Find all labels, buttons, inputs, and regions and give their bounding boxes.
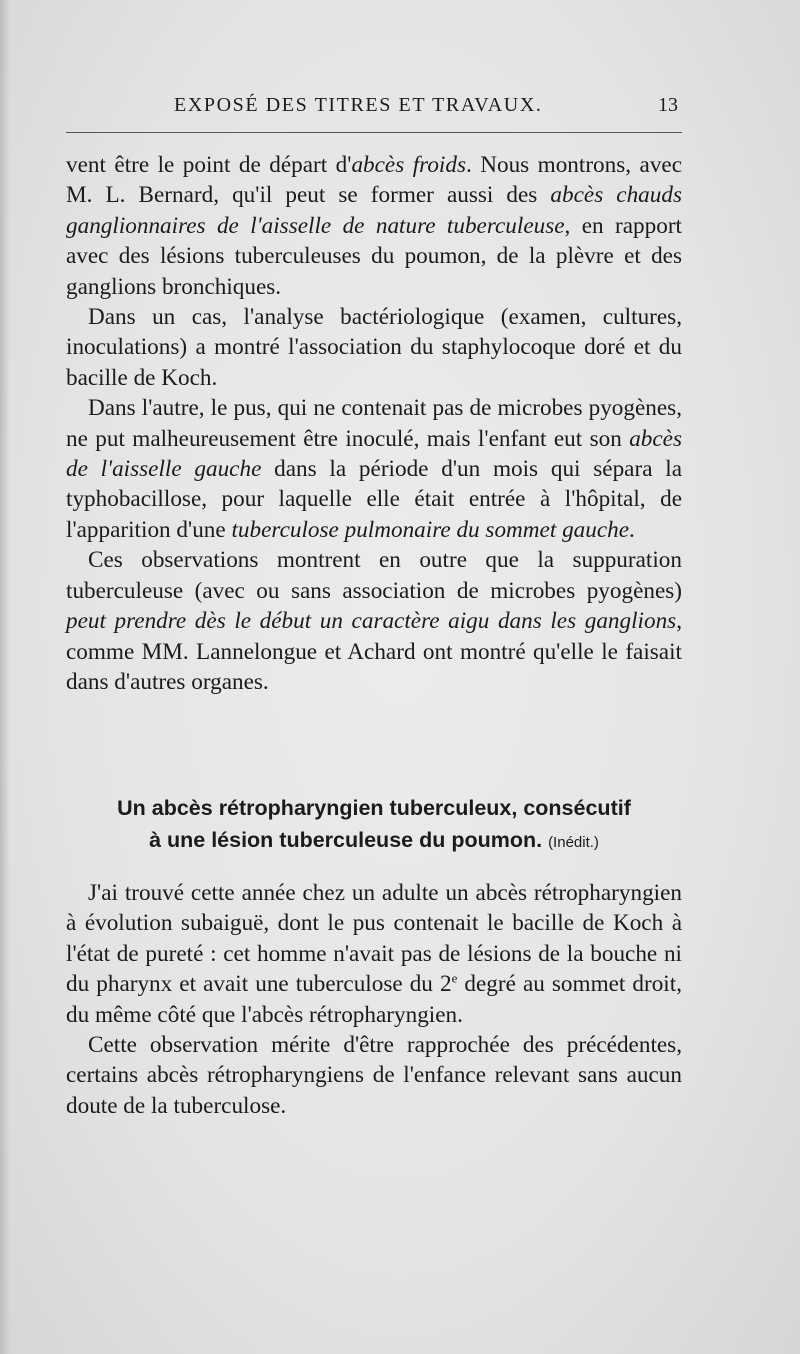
heading-note: (Inédit.): [548, 834, 599, 851]
paragraph-6: Cette observation mérite d'être rapprochée des précédentes, certains abcès rétropharyngiens de l'enfance relevant sans aucun doute de la tuberculose.: [66, 1032, 682, 1119]
page-edge-shadow: [0, 0, 10, 1354]
heading-line-2: à une lésion tuberculeuse du poumon. (Inédit.): [149, 828, 599, 852]
heading-line-1: Un abcès rétropharyngien tuberculeux, consécutif: [117, 796, 631, 820]
paragraph-4: Ces observations montrent en outre que la suppuration tuberculeuse (avec ou sans association de microbes pyogènes) peut prendre dès le début un caractère aigu dans les ganglions, comme MM. Lannelongue et Achard ont montré qu'elle le faisait dans d'autres organes.: [66, 547, 682, 695]
page-header: [66, 92, 682, 122]
section-heading: [66, 792, 682, 859]
paragraph-2: Dans un cas, l'analyse bactériologique (examen, cultures, inoculations) a montré l'association du staphylocoque doré et du bacille de Koch.: [66, 304, 682, 391]
running-title: EXPOSÉ DES TITRES ET TRAVAUX.: [174, 94, 543, 116]
paragraph-3: Dans l'autre, le pus, qui ne contenait pas de microbes pyogènes, ne put malheureusement être inoculé, mais l'enfant eut son abcès de l'aisselle gauche dans la période d'un mois qui sépara la typhobacillose, pour laquelle elle était entrée à l'hôpital, de l'apparition d'une tuberculose pulmonaire du sommet gauche.: [66, 395, 682, 543]
paragraph-1: vent être le point de départ d'abcès froids. Nous montrons, avec M. L. Bernard, qu'il peut se former aussi des abcès chauds ganglionnaires de l'aisselle de nature tuberculeuse, en rapport avec des lésions tuberculeuses du poumon, de la plèvre et des ganglions bronchiques.: [66, 152, 682, 300]
page-number: 13: [658, 94, 678, 116]
header-rule: [66, 132, 682, 133]
section-1-body: [66, 150, 682, 697]
section-2-body: [66, 878, 682, 1121]
paragraph-5: J'ai trouvé cette année chez un adulte un abcès rétropharyngien à évolution subaiguë, dont le pus contenait le bacille de Koch à l'état de pureté : cet homme n'avait pas de lésions de la bouche ni du pharynx et avait une tuberculose du 2e degré au sommet droit, du même côté que l'abcès rétropharyngien.: [66, 880, 682, 1028]
